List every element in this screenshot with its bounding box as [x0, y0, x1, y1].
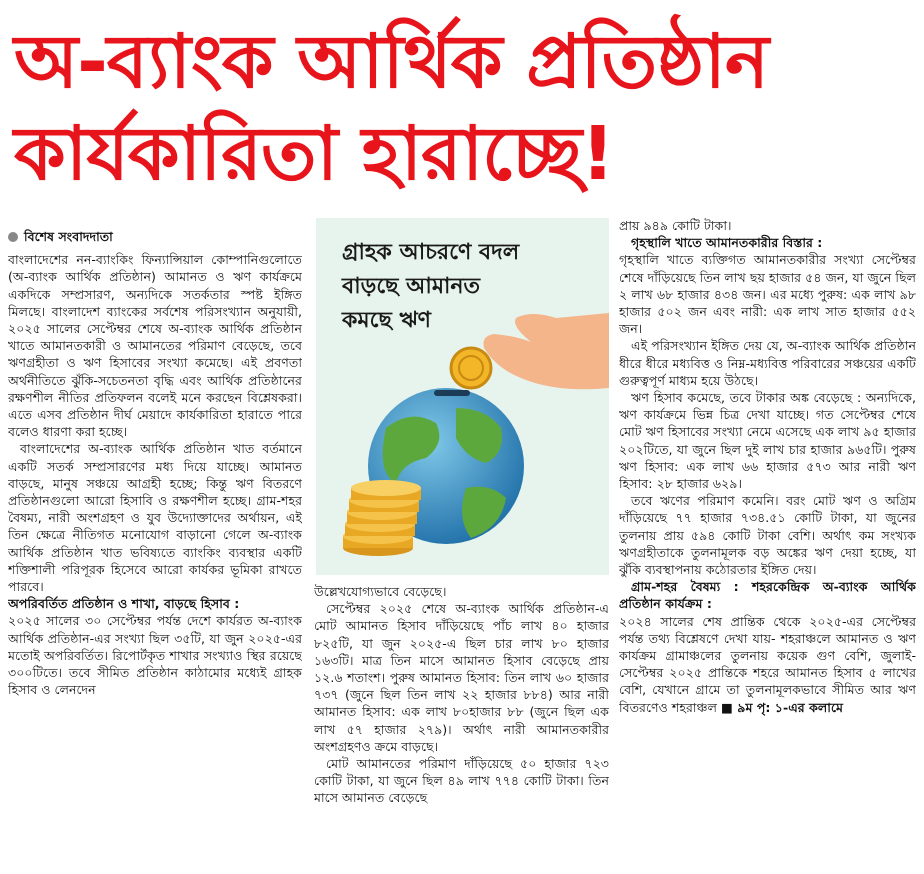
paragraph — [619, 613, 916, 716]
paragraph: ২০২৫ সালের ৩০ সেপ্টেম্বর পর্যন্ত দেশে কার্যরত অ-ব্যাংক আর্থিক প্রতিষ্ঠান-এর সংখ্যা ছিল ৩৫টি, যা জুন ২০২৫-এর মতোই অপরিবর্তিত। রিপোর্টকৃত শাখার সংখ্যাও স্থির রয়েছে ৩০০টিতে। তবে সীমিত প্রতিষ্ঠান কাঠামোর মধ্যেই গ্রাহক হিসাব ও লেনদেন — [8, 613, 302, 698]
byline-text: বিশেষ সংবাদদাতা — [24, 229, 113, 244]
paragraph: গৃহস্থালি খাতে ব্যক্তিগত আমানতকারীর সংখ্যা সেপ্টেম্বর শেষে দাঁড়িয়েছে তিন লাখ ছয় হাজার ৫৪ জন, যা জুনে ছিল ২ লাখ ৬৮ হাজার ৪৩৪ জন। এর মধ্যে পুরুষ: এক লাখ ৯৮ হাজার ৫০২ জন এবং নারী: এক লাখ সাত হাজার ৫৫২ জন। — [619, 252, 916, 337]
continued-on-page-note: ■ ৯ম পৃ: ১-এর কলামে — [721, 699, 843, 715]
headline-line-2: কার্যকারিতা হারাচ্ছে! — [14, 111, 614, 197]
article-illustration — [316, 218, 609, 575]
headline — [0, 0, 924, 212]
paragraph: প্রায় ৯৪৯ কোটি টাকা। — [619, 218, 732, 233]
coin-icon — [451, 348, 491, 388]
paragraph: উল্লেখযোগ্যভাবে বেড়েছে। — [314, 584, 447, 599]
paragraph: সেপ্টেম্বর ২০২৫ শেষে অ-ব্যাংক আর্থিক প্রতিষ্ঠান-এ মোট আমানত হিসাব দাঁড়িয়েছে পাঁচ লাখ ৪০ হাজার ৮২৫টি, যা জুন ২০২৫-এ ছিল চার লাখ ৮০ হাজার ১৬৩টি। মাত্র তিন মাসে আমানত হিসাব বেড়েছে প্রায় ১২.৬ শতাংশ। পুরুষ আমানত হিসাব: তিন লাখ ৬০ হাজার ৭৩৭ (জুনে ছিল তিন লাখ ২২ হাজার ৮৮৪) আর নারী আমানত হিসাব: এক লাখ ৮০হাজার ৮৮ (জুনে ছিল এক লাখ ৫৭ হাজার ২৭৯)। অর্থাৎ নারী আমানতকারীর অংশগ্রহণও ক্রমে বাড়ছে। — [314, 601, 609, 754]
paragraph: এই পরিসংখ্যান ইঙ্গিত দেয় যে, অ-ব্যাংক আর্থিক প্রতিষ্ঠান ধীরে ধীরে মধ্যবিত্ত ও নিম্ন-মধ্যবিত্ত পরিবারের সঞ্চয়ের একটি গুরুত্বপূর্ণ মাধ্যম হয়ে উঠছে। — [619, 338, 916, 388]
caption-line: কমছে ঋণ — [342, 308, 431, 333]
bullet-icon — [8, 232, 18, 242]
article-column-left — [8, 228, 302, 868]
coin-stack-icon — [343, 480, 421, 556]
paragraph: মোট আমানতের পরিমাণ দাঁড়িয়েছে ৫০ হাজার ৭২৩ কোটি টাকা, যা জুনে ছিল ৪৯ লাখ ৭৭৪ কোটি টাকা। তিন মাসে আমানত বেড়েছে — [314, 756, 609, 806]
headline-line-1: অ-ব্যাংক আর্থিক প্রতিষ্ঠান — [14, 19, 769, 105]
caption-line: গ্রাহক আচরণে বদল — [342, 240, 520, 265]
paragraph: তবে ঋণের পরিমাণ কমেনি। বরং মোট ঋণ ও অগ্রিম দাঁড়িয়েছে ৭৭ হাজার ৭৩৪.৫১ কোটি টাকা, যা জুনের তুলনায় প্রায় ৫৯৪ কোটি টাকা বেশি। অর্থাৎ কম সংখ্যক ঋণগ্রহীতাকে তুলনামূলক বড় অঙ্কের ঋণ দেয়া হচ্ছে, যা ঝুঁকি ব্যবস্থাপনায় কঠোরতার ইঙ্গিত দেয়। — [619, 493, 916, 578]
byline — [8, 228, 302, 245]
paragraph: বাংলাদেশের অ-ব্যাংক আর্থিক প্রতিষ্ঠান খাত বর্তমানে একটি সতর্ক সম্প্রসারণের মধ্য দিয়ে যাচ্ছে। আমানত বাড়ছে, মানুষ সঞ্চয়ে আগ্রহী হচ্ছে; কিন্তু ঋণ বিতরণে প্রতিষ্ঠানগুলো আরো হিসাবি ও রক্ষণশীল হচ্ছে। গ্রাম-শহর বৈষম্য, নারী অংশগ্রহণ ও যুব উদ্যোক্তাদের অর্থায়ন, এই তিন ক্ষেত্রে নীতিগত মনোযোগ বাড়ানো গেলে অ-ব্যাংক আর্থিক প্রতিষ্ঠান খাত ভবিষ্যতে ব্যাংকিং ব্যবস্থার একটি শক্তিশালী পরিপূরক হিসেবে আরো কার্যকর ভূমিকা রাখতে পারবে। — [8, 441, 302, 595]
illustration-caption — [342, 236, 519, 338]
article-column-right — [619, 217, 916, 868]
section-subhead: গৃহস্থালি খাতে আমানতকারীর বিস্তার : — [631, 235, 823, 251]
paragraph: বাংলাদেশের নন-ব্যাংকিং ফিন্যান্সিয়াল কোম্পানিগুলোতে (অ-ব্যাংক আর্থিক প্রতিষ্ঠান) আমানত ও ঋণ কার্যক্রমে একদিকে সম্প্রসারণ, অন্যদিকে সতর্কতার স্পষ্ট ইঙ্গিত মিলছে। বাংলাদেশ ব্যাংকের সর্বশেষ পরিসংখ্যান অনুযায়ী, ২০২৫ সালের সেপ্টেম্বর শেষে অ-ব্যাংক আর্থিক প্রতিষ্ঠান খাতে আমানতকারী ও আমানতের পরিমাণ বেড়েছে, তবে ঋণগ্রহীতা ও ঋণ হিসাবের সংখ্যা কমেছে। এই প্রবণতা অর্থনীতিতে ঝুঁকি-সচেতনতা বৃদ্ধি এবং আর্থিক প্রতিষ্ঠানের রক্ষণশীল নীতির প্রতিফলন বলেই মনে করছেন বিশ্লেষকরা। এতে এসব প্রতিষ্ঠান দীর্ঘ মেয়াদে কার্যকারিতা হারাতে পারে বলেও ধারণা করা হচ্ছে। — [8, 252, 302, 440]
paragraph: ঋণ হিসাব কমেছে, তবে টাকার অঙ্ক বেড়েছে : অন্যদিকে, ঋণ কার্যক্রমে ভিন্ন চিত্র দেখা যাচ্ছে। গত সেপ্টেম্বর শেষে মোট ঋণ হিসাবের সংখ্যা নেমে এসেছে এক লাখ ৯৫ হাজার ২০২টিতে, যা জুনে ছিল দুই লাখ চার হাজার ৯৬৫টি। পুরুষ ঋণ হিসাব: এক লাখ ৬৬ হাজার ৫৭৩ আর নারী ঋণ হিসাব: ২৮ হাজার ৬২৯। — [619, 390, 916, 492]
section-subhead: গ্রাম-শহর বৈষম্য : শহরকেন্দ্রিক অ-ব্যাংক আর্থিক প্রতিষ্ঠান কার্যক্রম : — [619, 579, 916, 612]
caption-line: বাড়ছে আমানত — [342, 274, 481, 299]
section-subhead: অপরিবর্তিত প্রতিষ্ঠান ও শাখা, বাড়ছে হিসাব : — [8, 596, 240, 612]
article-column-middle — [314, 583, 609, 868]
coin-slot — [434, 390, 470, 396]
paragraph-text: ২০২৪ সালের শেষ প্রান্তিক থেকে ২০২৫-এর সেপ্টেম্বর পর্যন্ত তথ্য বিশ্লেষণে দেখা যায়- শহরাঞ্চলে আমানত ও ঋণ কার্যক্রম গ্রামাঞ্চলের তুলনায় কয়েক গুণ বেশি, জুলাই-সেপ্টেম্বর ২০২৫ প্রান্তিকে শহরে আমানত হিসাব ৫ লাখের বেশি, যেখানে গ্রামে তা তুলনামূলকভাবে সীমিত আর ঋণ বিতরণেও শহরাঞ্চল — [619, 613, 916, 715]
